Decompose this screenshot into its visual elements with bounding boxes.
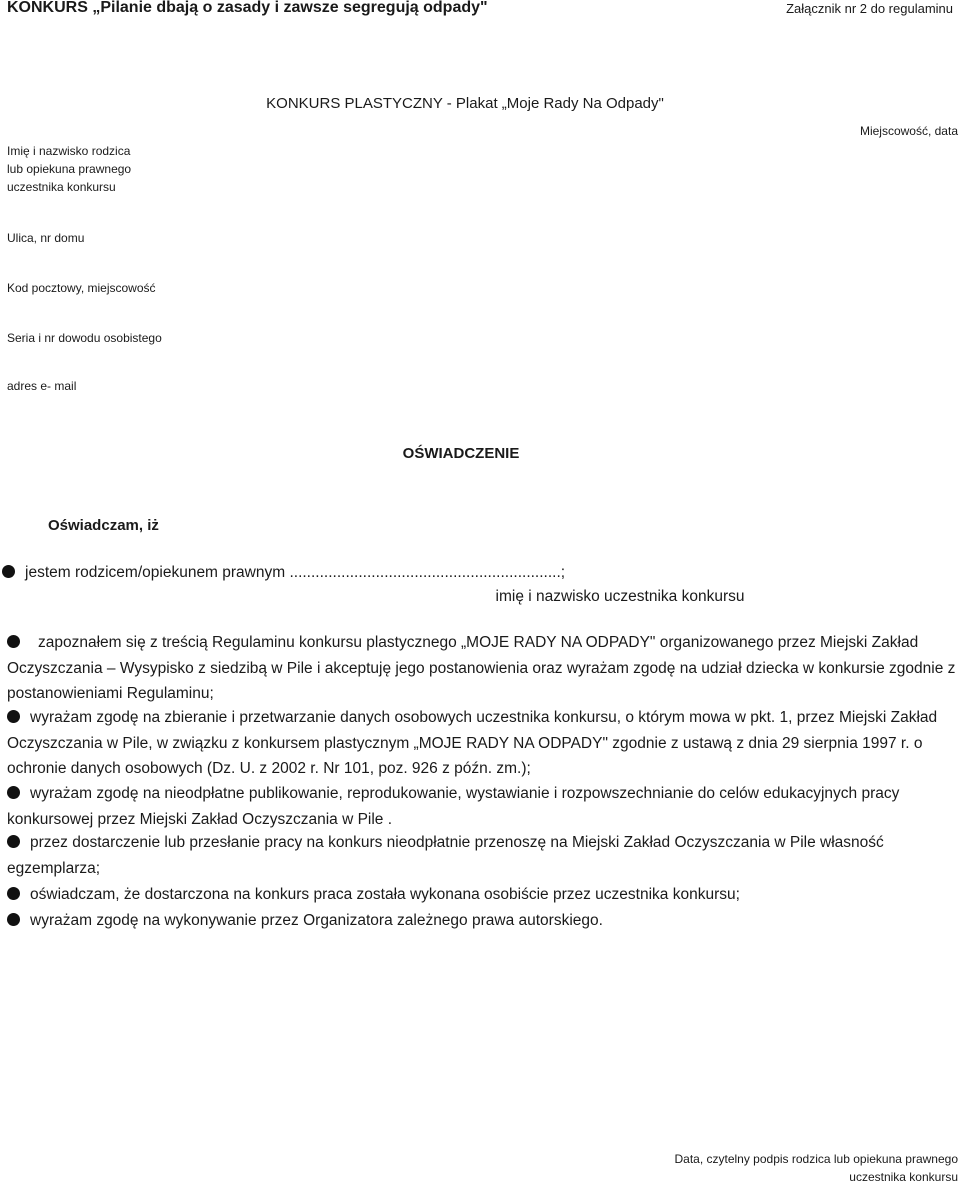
declaration-intro: Oświadczam, iż [48, 517, 159, 534]
guardian-line-text: jestem rodzicem/opiekunem prawnym ...............................................................; [25, 564, 566, 581]
declaration-item-6 [7, 908, 957, 934]
email-field-label: adres e- mail [7, 379, 77, 393]
declaration-item-3 [7, 781, 957, 832]
place-date-field-label: Miejscowość, data [859, 124, 958, 138]
declaration-item-1 [7, 630, 957, 707]
street-field-label: Ulica, nr domu [7, 231, 85, 245]
guardian-statement [2, 560, 957, 586]
declaration-item-2 [7, 705, 957, 782]
bullet-icon [7, 913, 20, 926]
parent-name-field-label [7, 142, 131, 196]
attachment-label: Załącznik nr 2 do regulaminu [786, 1, 953, 16]
signature-label [674, 1150, 958, 1186]
signature-line-2: uczestnika konkursu [849, 1170, 958, 1184]
guardian-sublabel: imię i nazwisko uczestnika konkursu [495, 588, 745, 605]
signature-line-1: Data, czytelny podpis rodzica lub opiekuna prawnego [674, 1152, 958, 1166]
contest-subtitle: KONKURS PLASTYCZNY - Plakat „Moje Rady Na Odpady" [266, 95, 664, 112]
postal-field-label: Kod pocztowy, miejscowość [7, 281, 156, 295]
bullet-icon [7, 835, 20, 848]
declaration-heading: OŚWIADCZENIE [402, 445, 520, 462]
parent-name-line-3: uczestnika konkursu [7, 180, 116, 194]
bullet-icon [2, 565, 15, 578]
declaration-item-text: przez dostarczenie lub przesłanie pracy na konkurs nieodpłatnie przenoszę na Miejski Zakład Oczyszczania w Pile własność egzemplarza; [7, 834, 884, 877]
bullet-icon [7, 635, 20, 648]
declaration-item-5 [7, 882, 957, 908]
bullet-icon [7, 786, 20, 799]
declaration-item-text: wyrażam zgodę na nieodpłatne publikowanie, reprodukowanie, wystawianie i rozpowszechnianie do celów edukacyjnych pracy konkursowej przez Miejski Zakład Oczyszczania w Pile . [7, 785, 900, 828]
contest-title: KONKURS „Pilanie dbają o zasady i zawsze segregują odpady" [7, 0, 488, 16]
declaration-item-text: oświadczam, że dostarczona na konkurs praca została wykonana osobiście przez uczestnika konkursu; [30, 886, 740, 903]
id-card-field-label: Seria i nr dowodu osobistego [7, 331, 162, 345]
declaration-item-text: wyrażam zgodę na wykonywanie przez Organizatora zależnego prawa autorskiego. [30, 912, 603, 929]
declaration-item-4 [7, 830, 957, 881]
parent-name-line-2: lub opiekuna prawnego [7, 162, 132, 176]
declaration-item-text: zapoznałem się z treścią Regulaminu konkursu plastycznego „MOJE RADY NA ODPADY" organizowanego przez Miejski Zakład Oczyszczania – Wysypisko z siedzibą w Pile i akceptuję jego postanowienia oraz wyrażam zgodę na udział dziecka w konkursie zgodnie z postanowieniami Regulaminu; [7, 634, 956, 702]
bullet-icon [7, 887, 20, 900]
parent-name-line-1: Imię i nazwisko rodzica [7, 144, 131, 158]
declaration-item-text: wyrażam zgodę na zbieranie i przetwarzanie danych osobowych uczestnika konkursu, o którym mowa w pkt. 1, przez Miejski Zakład Oczyszczania w Pile, w związku z konkursem plastycznym „MOJE RADY NA ODPADY" zgodnie z ustawą z dnia 29 sierpnia 1997 r. o ochronie danych osobowych (Dz. U. z 2002 r. Nr 101, poz. 926 z późn. zm.); [7, 709, 938, 777]
bullet-icon [7, 710, 20, 723]
